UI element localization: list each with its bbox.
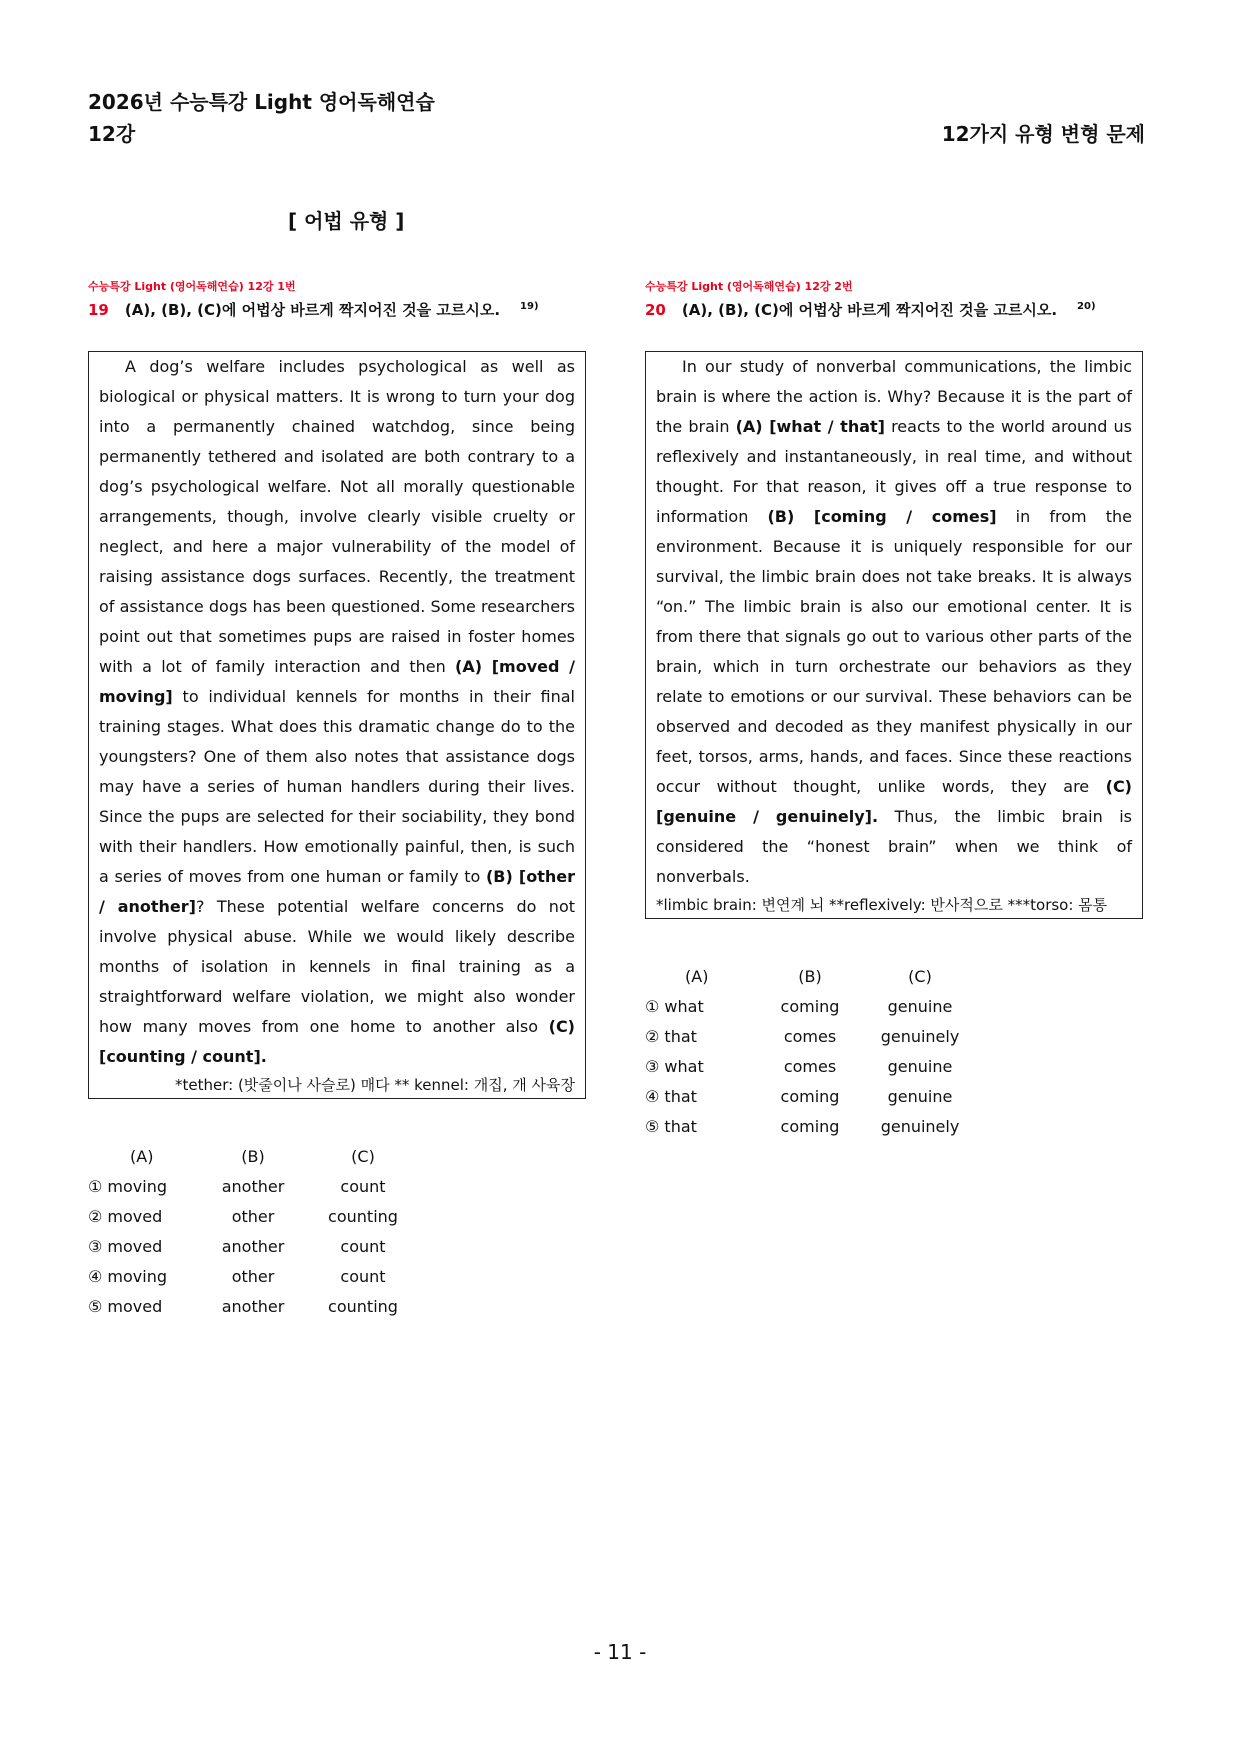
passage-text: A dog’s welfare includes psychological as well as biological or physical matters. It is wrong to turn your dog into a permanently chained watchdog, since being permanently tethered and isolated are both contrary to a dog’s psychological welfare. Not all morally questionable arrangements, though, involve clearly visible cruelty or neglect, and here a major vulnerability of the model of raising assistance dogs surfaces. Recently, the treatment of assistance dogs has been questioned. Some researchers point out that sometimes pups are raised in foster homes with a lot of family interaction and then (A) [moved / moving] to individual kennels for months in their final training stages. What does this dramatic change do to the youngsters? One of them also notes that assistance dogs may have a series of human handlers during their lives. Since the pups are selected for their sociability, they bond with their handlers. How emotionally painful, then, is such a series of moves from one human or family to (B) [other / another]? These potential welfare concerns do not involve physical abuse. While we would likely describe months of isolation in kennels in final training as a straightforward welfare violation, we might also wonder how many moves from one home to another also (C) [counting / count]. (99, 357, 576, 1066)
choice-value: ① moving (88, 1176, 168, 1196)
answer-choices (645, 961, 1143, 1141)
answer-choice[interactable] (88, 1171, 586, 1201)
choice-header: (A) (685, 966, 709, 986)
choice-value: counting (328, 1206, 398, 1226)
page-number: - 11 - (593, 1640, 647, 1664)
question-19 (88, 278, 586, 1321)
document-type-label: 12가지 유형 변형 문제 (941, 122, 1145, 146)
choice-value: coming (780, 996, 840, 1016)
choice-value: ④ that (645, 1086, 697, 1106)
choice-value: other (231, 1266, 275, 1286)
question-source: 수능특강 Light (영어독해연습) 12강 2번 (645, 280, 853, 293)
question-source: 수능특강 Light (영어독해연습) 12강 1번 (88, 280, 296, 293)
document-title: 2026년 수능특강 Light 영어독해연습 (88, 90, 435, 114)
answer-choice[interactable] (645, 1081, 1143, 1111)
answer-choice[interactable] (645, 991, 1143, 1021)
choice-value: comes (783, 1026, 837, 1046)
choice-header: (C) (351, 1146, 375, 1166)
choice-value: genuine (887, 1056, 953, 1076)
choice-value: other (231, 1206, 275, 1226)
answer-choice[interactable] (645, 1051, 1143, 1081)
answer-choice[interactable] (88, 1201, 586, 1231)
passage-box (645, 351, 1143, 919)
answer-choice[interactable] (88, 1261, 586, 1291)
choice-value: another (221, 1296, 285, 1316)
choice-value: count (340, 1176, 386, 1196)
blank-option: (B) [other / another] (99, 867, 575, 916)
question-20 (645, 278, 1143, 1141)
choice-value: coming (780, 1086, 840, 1106)
blank-option: (A) [what / that] (735, 417, 885, 436)
passage-box (88, 351, 586, 1099)
question-number: 20 (645, 301, 666, 319)
lesson-label: 12강 (88, 122, 136, 146)
choice-value: ④ moving (88, 1266, 168, 1286)
answer-choice[interactable] (88, 1291, 586, 1321)
choice-value: genuine (887, 996, 953, 1016)
answer-choice[interactable] (645, 1021, 1143, 1051)
choice-value: ② moved (88, 1206, 163, 1226)
choice-header: (C) (908, 966, 932, 986)
choice-value: genuinely (880, 1026, 960, 1046)
question-number: 19 (88, 301, 109, 319)
choice-value: ② that (645, 1026, 697, 1046)
choice-value: ③ moved (88, 1236, 163, 1256)
choice-value: count (340, 1236, 386, 1256)
vocab-notes: *tether: (밧줄이나 사슬로) 매다 ** kennel: 개집, 개 사육장 (175, 1076, 575, 1094)
choice-header: (B) (798, 966, 822, 986)
answer-choices (88, 1141, 586, 1321)
blank-option: (C) [counting / count]. (99, 1017, 575, 1066)
choice-value: count (340, 1266, 386, 1286)
blank-option: (C) [genuine / genuinely]. (656, 777, 1132, 826)
choice-value: genuine (887, 1086, 953, 1106)
choice-value: another (221, 1176, 285, 1196)
choice-value: ⑤ moved (88, 1296, 163, 1316)
footnote-ref: 20) (1077, 301, 1096, 312)
choice-value: comes (783, 1056, 837, 1076)
choice-header-row (645, 961, 1143, 991)
choice-header: (A) (130, 1146, 154, 1166)
choice-value: another (221, 1236, 285, 1256)
blank-option: (B) [coming / comes] (767, 507, 997, 526)
question-prompt-line (88, 299, 586, 321)
choice-value: coming (780, 1116, 840, 1136)
choice-value: genuinely (880, 1116, 960, 1136)
question-prompt-line (645, 299, 1143, 321)
choice-value: counting (328, 1296, 398, 1316)
blank-option: (A) [moved / moving] (99, 657, 576, 706)
question-prompt: (A), (B), (C)에 어법상 바르게 짝지어진 것을 고르시오. (681, 301, 1058, 319)
choice-value: ③ what (645, 1056, 704, 1076)
footnote-ref: 19) (520, 301, 539, 312)
choice-value: ⑤ that (645, 1116, 697, 1136)
answer-choice[interactable] (645, 1111, 1143, 1141)
choice-header-row (88, 1141, 586, 1171)
passage-text: In our study of nonverbal communications, the limbic brain is where the action is. Why? Because it is the part of the brain (A) [what / that] reacts to the world around us reflexively and instantaneously, in real time, and without thought. For that reason, it gives off a true response to information (B) [coming / comes] in from the environment. Because it is uniquely responsible for our survival, the limbic brain does not take breaks. It is always “on.” The limbic brain is also our emotional center. It is from there that signals go out to various other parts of the brain, which in turn orchestrate our behaviors as they relate to emotions or our survival. These behaviors can be observed and decoded as they manifest physically in our feet, torsos, arms, hands, and faces. Since these reactions occur without thought, unlike words, they are (C) [genuine / genuinely]. Thus, the limbic brain is considered the “honest brain” when we think of nonverbals. (656, 357, 1133, 886)
choice-value: ① what (645, 996, 704, 1016)
section-title: [ 어법 유형 ] (288, 209, 405, 233)
answer-choice[interactable] (88, 1231, 586, 1261)
question-prompt: (A), (B), (C)에 어법상 바르게 짝지어진 것을 고르시오. (124, 301, 501, 319)
vocab-notes: *limbic brain: 변연계 뇌 **reflexively: 반사적으로 ***torso: 몸통 (656, 896, 1108, 914)
choice-header: (B) (241, 1146, 265, 1166)
